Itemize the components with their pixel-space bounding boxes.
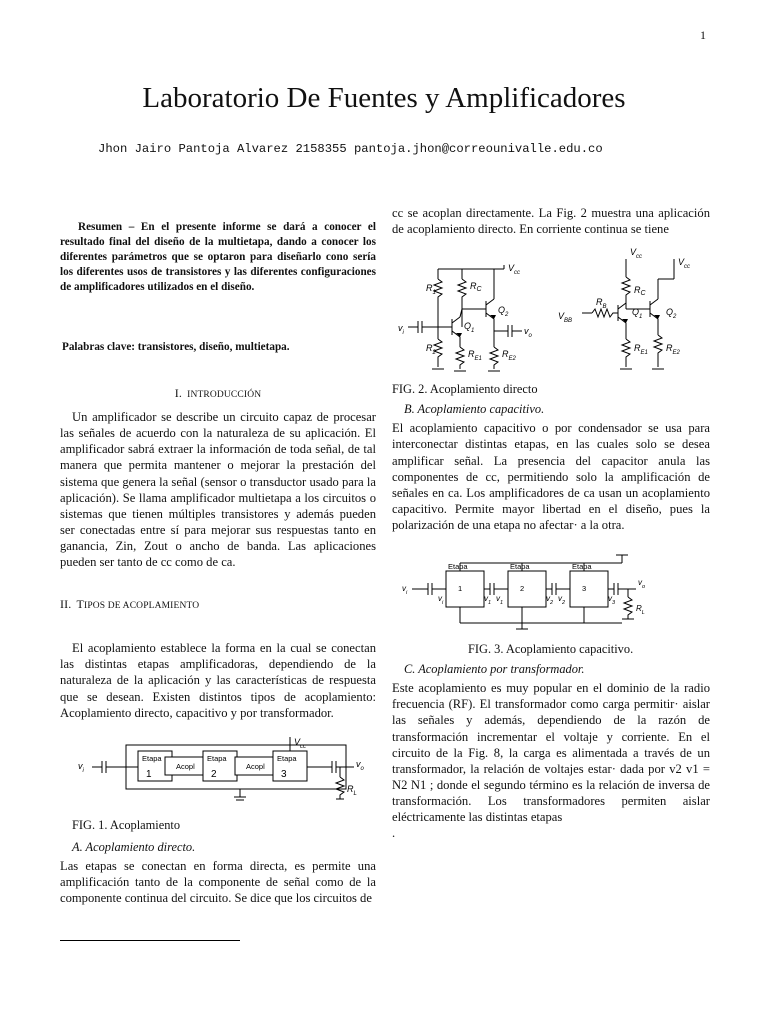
transformador-paragraph: Este acoplamiento es muy popular en el dominio de la radio frecuencia (RF). El transformador como carga permitir· aislar las señales y además, dependiendo de la razón de transformación incrementar el voltaje y corriente. En el circuito de la Fig. 8, la carga es alimentada a través de un transformador, la relación de voltajes estar· dada por v2 v1 = N2 N1 ; donde el segundo término es la relación de inversa de transformación. Los transformadores permiten aislar eléctricamente las distintas etapas [392,681,710,824]
fig2-re1-label: $R_{E1}$ [468,349,482,363]
fig2-vi-label: $v_i$ [398,323,404,337]
fig3-vo-label: $v_o$ [638,578,646,591]
section-heading-acoplamiento [60,596,376,614]
keywords: Palabras clave: transistores, diseño, multietapa. [62,341,290,353]
fig2-q2-label: $Q_2$ [666,307,677,321]
section-title: IPOS DE ACOPLAMIENTO [84,601,200,612]
fig1-vi-label: $v_i$ [78,760,84,774]
fig1-stage-label: Etapa [142,753,162,763]
fig2-q2-label: $Q_2$ [498,305,509,319]
fig2-re1-label: $R_{E1}$ [634,343,648,357]
fig3-v2-label: $v_2$ [546,594,554,607]
fig1-stage-number: 2 [211,768,217,780]
figure-1-caption: FIG. 1. Acoplamiento [72,817,181,832]
acoplamiento-paragraph: El acoplamiento establece la forma en la cual se conectan las distintas etapas amplificadoras, dependiendo de la naturaleza de la aplicación y las características de respuesta que se desean. Existen distintos tipos de acoplamiento: Acoplamiento directo, capacitivo y por transformador. [60,641,376,720]
fig3-stage-number: 3 [582,584,587,594]
fig1-vcc-label: $V_{cc}$ [294,736,307,750]
fig3-stage-number: 2 [520,584,525,594]
section-heading-intro [60,385,376,403]
fig1-stage-label: Etapa [207,753,227,763]
fig3-stage-label: Etapa [448,562,468,572]
fig3-rl-label: $R_L$ [636,604,645,617]
fig2-vcc-label: $V_{cc}$ [508,263,521,277]
fig3-stage-label: Etapa [572,562,592,572]
fig2-vbb-label: $V_{BB}$ [558,311,573,325]
fig2-vo-label: $v_o$ [524,326,532,340]
fig1-acopl-label: Acopl [176,761,195,771]
capacitivo-paragraph: El acoplamiento capacitivo o por condensador se usa para interconectar distintas etapas, en las cuales solo se desea amplificar señal. La presencia del capacitor anula las componentes de cc, permitiendo solo la amplificación de señales en ca. Los amplificadores de ca usan un acoplamiento capacitivo. Permite mayor libertad en el diseño, pues la polarización de una etapa no afectar· a la otra. [392,421,710,532]
trailing-dot: . [392,826,396,841]
fig3-vi-label: $v_i$ [402,584,408,597]
fig1-stage-label: Etapa [277,753,297,763]
fig2-rb-label: $R_B$ [596,297,607,311]
subsection-a-heading: A. Acoplamiento directo. [72,839,196,854]
fig1-acopl-label: Acopl [246,761,265,771]
fig2-r1-label: $R_1$ [426,283,436,297]
fig2-rc-label: $R_C$ [470,281,482,294]
fig2-vcc-label: $V_{cc}$ [630,247,643,261]
figure-2-caption: FIG. 2. Acoplamiento directo [392,382,538,397]
intro-paragraph: Un amplificador se describe un circuito capaz de procesar las señales de acuerdo con la naturaleza de su aplicación. El amplificador sabrá extraer la información de toda señal, de tal manera que permita mantener o mejorar la prestación del sistema que genera la señal (sensor o transductor usado para la aplicación). Se llama amplificador multietapa a los circuitos o sistemas que tienen múltiples transistores y además pueden ser conectadas entre sí para mejorar sus respuestas tanto en ganancia, Zin, Zout o ancho de banda. Las aplicaciones pueden ser tanto de cc como de ca. [60,410,376,570]
abstract: Resumen – En el presente informe se dará a conocer el resultado final del diseño de la multietapa, dando a conocer los diferentes parámetros que se optaron para diseñarlo cono sería los diferentes usos de transistores y las diferentes configuraciones de amplificadores utilizados en el diseño. [60,221,376,293]
subsection-b-heading: B. Acoplamiento capacitivo. [404,402,545,417]
fig1-rl-label: $R_L$ [347,783,357,797]
fig3-vi-label: $v_i$ [438,594,444,607]
figure-3-caption: FIG. 3. Acoplamiento capacitivo. [468,642,634,657]
section-title: INTRODUCCIÓN [187,390,262,401]
section-number: II. [60,597,72,612]
fig3-v3-label: $v_3$ [608,594,616,607]
section-title-initial: T [76,597,84,612]
paper-title: Laboratorio De Fuentes y Amplificadores [142,82,626,114]
footnote-rule [60,940,240,941]
subsection-c-heading: C. Acoplamiento por transformador. [404,662,585,677]
fig3-v1-label: $v_1$ [496,594,504,607]
fig1-stage-number: 1 [146,768,152,780]
fig2-r2-label: $R_2$ [426,343,436,357]
figure-3-block-diagram [392,553,710,633]
section-number: I. [174,386,183,401]
fig2-q1-label: $Q_1$ [632,307,643,321]
figure-1-block-diagram [72,737,372,807]
directo-paragraph-continued: cc se acoplan directamente. La Fig. 2 muestra una aplicación de acoplamiento directo. En corriente continua se tiene [392,206,710,237]
figure-2-circuit [392,239,710,379]
fig2-q1-label: $Q_1$ [464,321,475,335]
fig3-v1-label: $v_1$ [484,594,492,607]
left-column [60,220,376,906]
page-number: 1 [700,28,706,42]
fig1-vo-label: $v_o$ [356,758,364,772]
fig2-vcc-label: $V_{cc}$ [678,257,691,271]
author-line: Jhon Jairo Pantoja Alvarez 2158355 pantoja.jhon@correounivalle.edu.co [98,142,603,156]
fig2-re2-label: $R_{E2}$ [502,349,516,363]
fig3-v2-label: $v_2$ [558,594,566,607]
right-column [392,205,710,841]
fig3-stage-label: Etapa [510,562,530,572]
fig3-stage-number: 1 [458,584,463,594]
fig1-stage-number: 3 [281,768,287,780]
fig2-re2-label: $R_{E2}$ [666,343,680,357]
fig2-rc-label: $R_C$ [634,285,646,298]
directo-paragraph: Las etapas se conectan en forma directa, es permite una amplificación tanto de la componente de señal como de la componente continua del circuito. Se dice que los circuitos de [60,858,376,906]
